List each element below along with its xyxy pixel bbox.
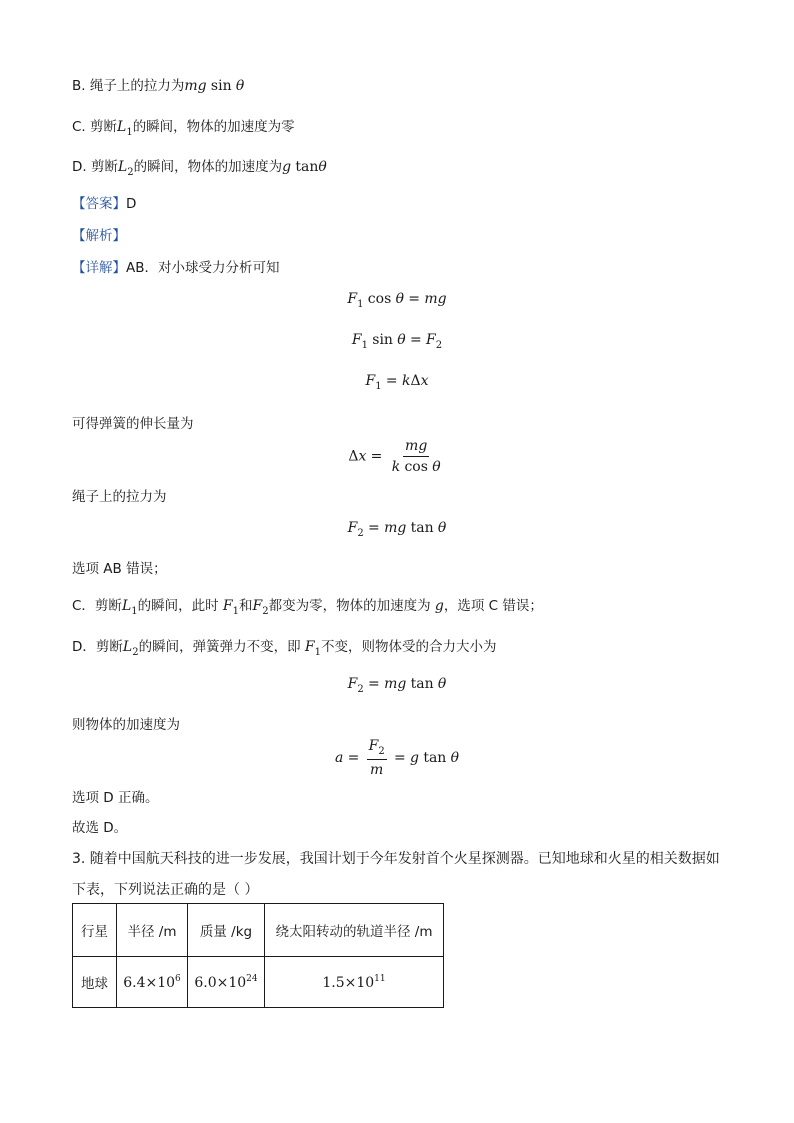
symbol-l2: $L_2$ — [117, 159, 134, 178]
equation-3: $F_1 = k\Delta x$ — [365, 373, 429, 392]
answer-value: D — [126, 196, 137, 212]
option-b-formula: mg — [184, 78, 207, 94]
d-part-1: D．剪断 — [72, 639, 123, 655]
d-part-2: 的瞬间，弹簧弹力不变，即 — [138, 639, 301, 655]
header-mass: 质量 /kg — [188, 904, 265, 957]
question3-line2: 下表，下列说法正确的是（ ） — [72, 882, 259, 898]
option-b-label: B. — [72, 78, 86, 94]
option-d-pre: 剪断 — [90, 159, 118, 175]
equation-1: $F_1$ cos θ = mg — [347, 291, 447, 310]
option-c — [72, 115, 295, 138]
d-right-text: 选项 D 正确。 — [72, 790, 159, 806]
planet-data-table — [72, 903, 444, 1008]
question3-line1: 3. 随着中国航天科技的进一步发展，我国计划于今年发射首个火星探测器。已知地球和火星的相关数据如 — [72, 851, 720, 867]
rope-text: 绳子上的拉力为 — [72, 489, 167, 505]
c-part-2: 的瞬间，此时 — [137, 598, 219, 614]
c-explanation: C．剪断$L_1$的瞬间，此时 $F_1$和$F_2$都变为零，物体的加速度为 g，选项 C 错误； — [72, 598, 543, 617]
option-b: B. 绳子上的拉力为mg sin θ — [72, 78, 245, 94]
extension-text: 可得弹簧的伸长量为 — [72, 416, 194, 432]
answer-line — [72, 192, 136, 212]
equation-6: $F_2$ = mg tan θ — [347, 676, 447, 695]
analysis-line — [72, 224, 126, 244]
option-c-pre: 剪断 — [90, 119, 118, 135]
c-part-3: 和 — [239, 598, 253, 614]
ab-wrong-text: 选项 AB 错误； — [72, 561, 167, 577]
cell-planet: 地球 — [73, 957, 117, 1008]
header-planet: 行星 — [73, 904, 117, 957]
detail-line — [72, 256, 280, 276]
d-explanation: D．剪断$L_2$的瞬间，弹簧弹力不变，即 $F_1$不变，则物体受的合力大小为 — [72, 639, 497, 658]
d-part-3: 不变，则物体受的合力大小为 — [320, 639, 497, 655]
symbol-l1: $L_1$ — [117, 119, 133, 138]
accel-text: 则物体的加速度为 — [72, 717, 180, 733]
header-orbit: 绕太阳转动的轨道半径 /m — [265, 904, 444, 957]
table-header-row — [73, 904, 444, 957]
answer-tag: 【答案】 — [72, 196, 126, 212]
choose-text: 故选 D。 — [72, 820, 128, 836]
equation-2: $F_1$ $\sin \theta = F_2$ — [351, 332, 443, 351]
option-c-label: C. — [72, 119, 86, 135]
analysis-tag: 【解析】 — [72, 228, 126, 244]
option-d-label: D. — [72, 159, 87, 175]
c-part-1: C．剪断 — [72, 598, 122, 614]
equation-4: Δx = $\frac{mg}{\text{k cos θ}}$ — [348, 438, 441, 475]
option-c-post: 的瞬间，物体的加速度为零 — [132, 119, 295, 135]
cell-radius: $6.4\times 10^6$ — [117, 957, 188, 1008]
table-row — [73, 957, 444, 1008]
equation-5: $F_2$ = mg tan θ — [347, 520, 447, 539]
c-part-5: ，选项 C 错误； — [443, 598, 543, 614]
cell-mass: $6.0\times 10^{24}$ — [188, 957, 265, 1008]
header-radius: 半径 /m — [117, 904, 188, 957]
option-d: D. 剪断$L_2$的瞬间，物体的加速度为g tanθ — [72, 159, 327, 178]
c-part-4: 都变为零，物体的加速度为 — [268, 598, 431, 614]
equation-7: a = $\frac{F_2}{m}$ = g tan θ — [334, 738, 460, 778]
detail-tag: 【详解】 — [72, 260, 126, 276]
option-d-post: 的瞬间，物体的加速度为 — [133, 159, 283, 175]
option-b-text: 绳子上的拉力为 — [89, 78, 185, 94]
detail-intro: AB．对小球受力分析可知 — [126, 260, 280, 276]
cell-orbit: $1.5\times 10^{11}$ — [265, 957, 444, 1008]
